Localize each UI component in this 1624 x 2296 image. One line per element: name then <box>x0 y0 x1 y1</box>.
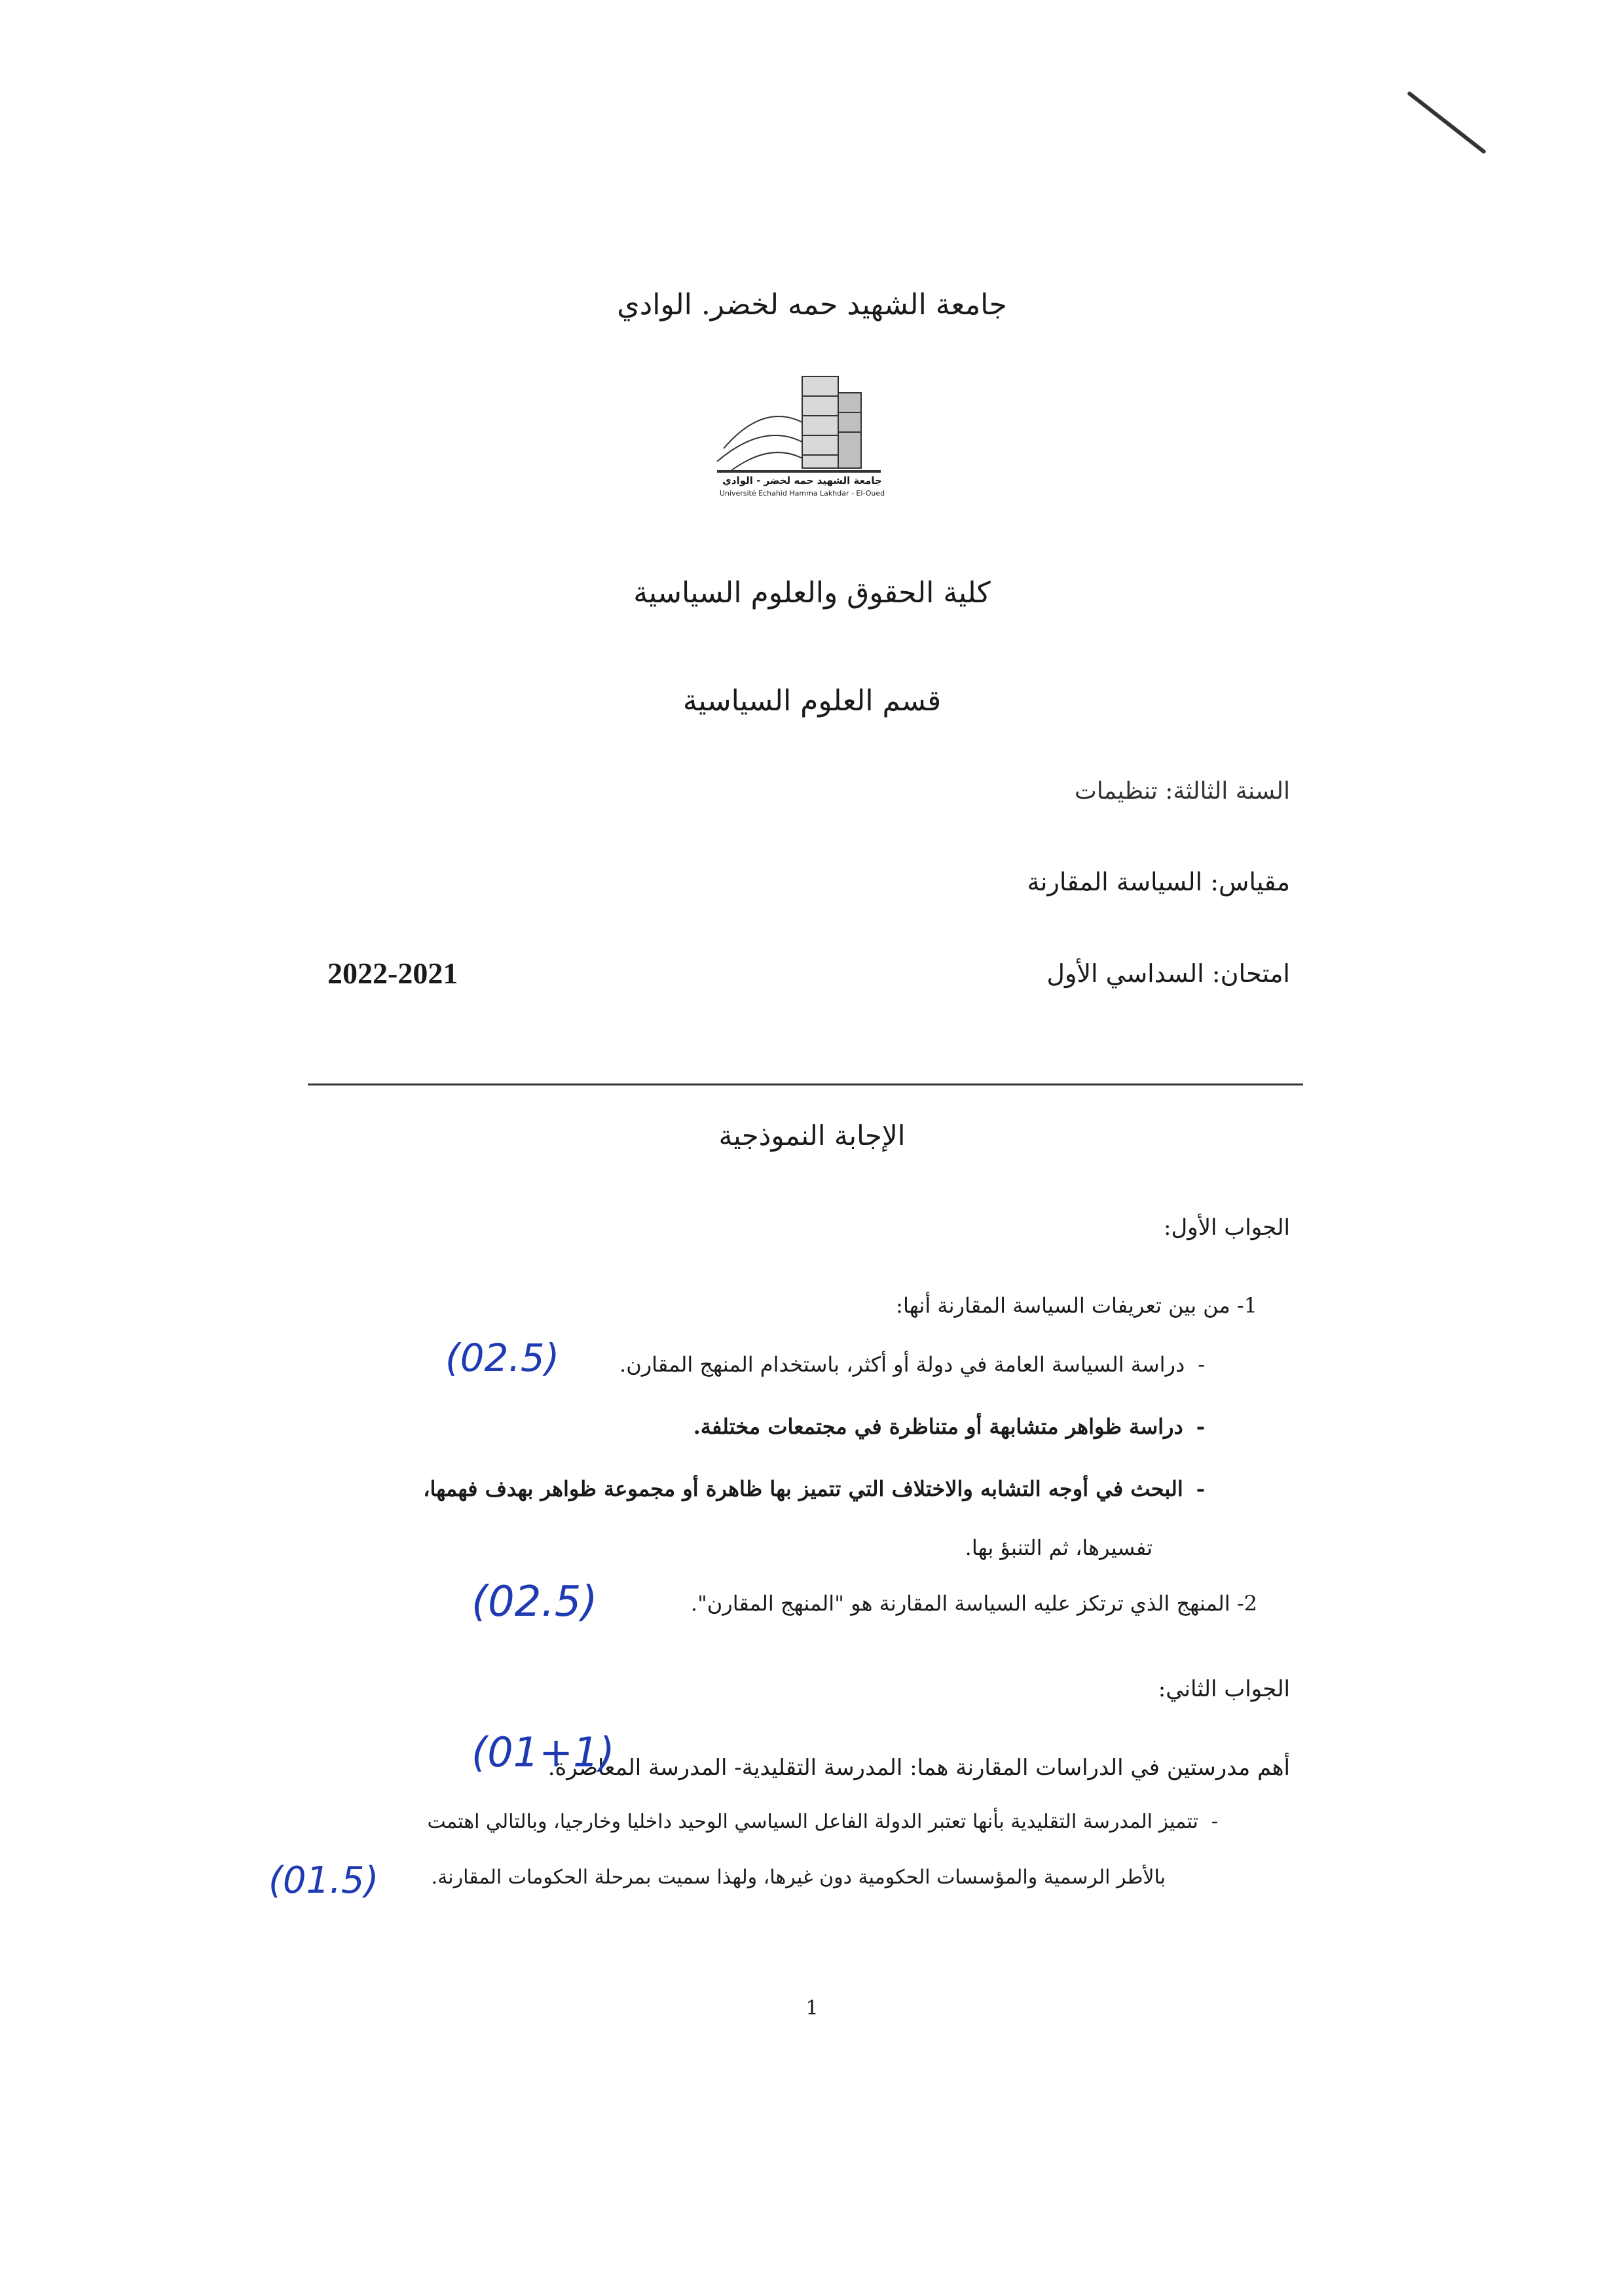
faculty-name: كلية الحقوق والعلوم السياسية <box>633 576 991 610</box>
department-name: قسم العلوم السياسية <box>682 684 942 718</box>
answer2-intro: أهم مدرستين في الدراسات المقارنة هما: المدرسة التقليدية- المدرسة المعاصرة. <box>547 1755 1290 1781</box>
answer1-q2: 2- المنهج الذي ترتكز عليه السياسة المقارنة هو "المنهج المقارن". <box>690 1591 1257 1616</box>
logo-caption-ar: جامعة الشهيد حمه لخضر - الوادي <box>722 475 882 486</box>
answer1-item-3-cont: تفسيرها، ثم التنبؤ بها. <box>965 1535 1153 1560</box>
university-name: جامعة الشهيد حمه لخضر. الوادي <box>617 288 1007 321</box>
grade-annotation-4: (01.5) <box>268 1859 379 1902</box>
grade-annotation-2: (02.5) <box>471 1578 598 1626</box>
answer1-heading: الجواب الأول: <box>1164 1214 1290 1241</box>
pen-mark <box>1407 91 1486 155</box>
academic-year: 2022-2021 <box>327 957 458 990</box>
exam-session: امتحان: السداسي الأول <box>1046 959 1290 988</box>
answer1-q1-intro: 1- من بين تعريفات السياسة المقارنة أنها: <box>896 1293 1257 1318</box>
divider <box>308 1084 1303 1085</box>
logo-caption-fr: Université Echahid Hamma Lakhdar - El-Oued <box>719 489 885 498</box>
answer1-item-2: -دراسة ظواهر متشابهة أو متناظرة في مجتمعات مختلفة. <box>693 1414 1205 1439</box>
grade-annotation-3: (01+1) <box>471 1728 615 1776</box>
answer2-heading: الجواب الثاني: <box>1158 1676 1290 1702</box>
document-title: الإجابة النموذجية <box>718 1120 906 1152</box>
answer1-item-1: -دراسة السياسة العامة في دولة أو أكثر، باستخدام المنهج المقارن. <box>619 1352 1205 1377</box>
module-name: مقياس: السياسة المقارنة <box>1027 867 1290 896</box>
answer2-para-line2: بالأطر الرسمية والمؤسسات الحكومية دون غيرها، ولهذا سميت بمرحلة الحكومات المقارنة. <box>431 1866 1166 1889</box>
answer2-para-line1: -تتميز المدرسة التقليدية بأنها تعتبر الدولة الفاعل السياسي الوحيد داخليا وخارجيا، وبالتالي اهتمت <box>427 1810 1218 1833</box>
grade-annotation-1: (02.5) <box>445 1336 560 1380</box>
page-number: 1 <box>805 1997 819 2020</box>
study-year: السنة الثالثة: تنظيمات <box>1074 778 1290 805</box>
answer1-item-3: -البحث في أوجه التشابه والاختلاف التي تتميز بها ظاهرة أو مجموعة ظواهر بهدف فهمها، <box>423 1476 1205 1501</box>
